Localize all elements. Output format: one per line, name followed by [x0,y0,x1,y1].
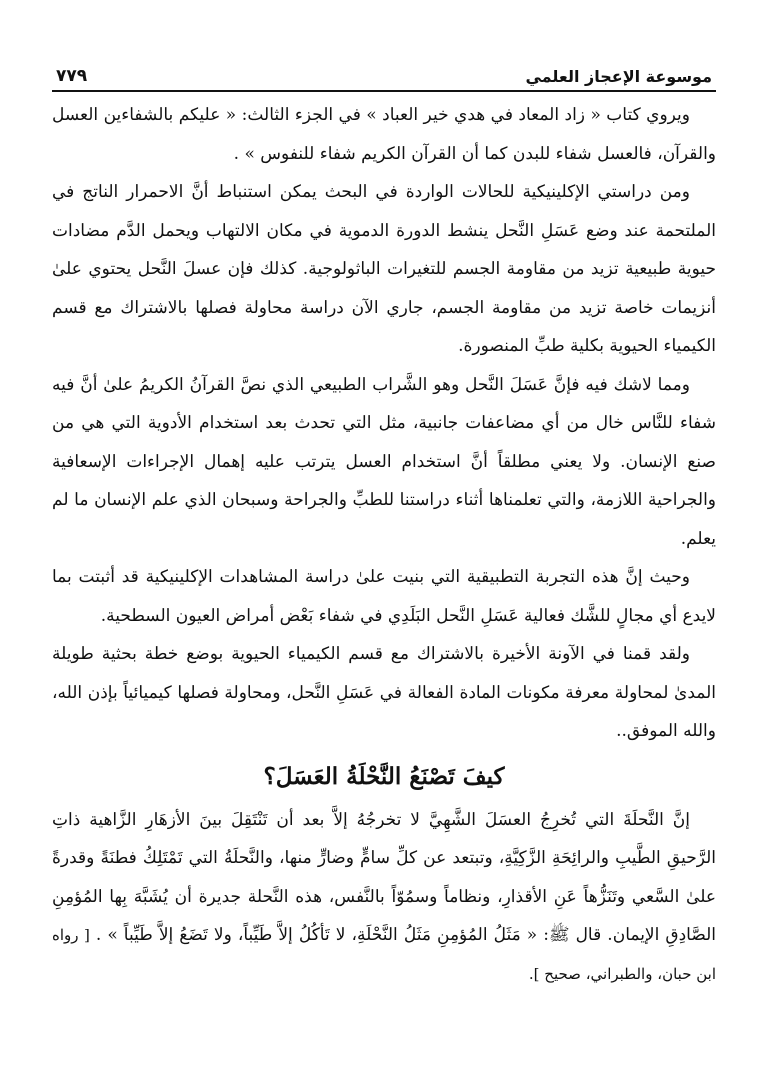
hadith-citation: [ رواه ابن حبان، والطبراني، صحيح ]. [52,926,716,983]
page-header [52,50,716,92]
page-body [52,96,716,993]
book-page [52,50,716,1072]
page-number: ٧٧٩ [56,66,88,86]
paragraph-clinical-study: ومن دراستي الإكلينيكية للحالات الواردة في البحث يمكن استنباط أنَّ الاحمرار الناتج في الملتحمة عند وضع عَسَلِ النَّحل ينشط الدورة الدموية في مكان الالتهاب ويحمل الدَّم مضادات حيوية طبيعية تزيد من مقاومة الجسم للتغيرات الباثولوجية. كذلك فإن عسلَ النَّحل يحتوي علىٰ أنزيمات خاصة تزيد من مقاومة الجسم، جاري الآن دراسة محاولة فصلها بالاشتراك مع قسم الكيمياء الحيوية بكلية طبِّ المنصورة. [52,182,716,356]
section-heading: كيفَ تَصْنَعُ النَّحْلَةُ العَسَلَ؟ [263,762,505,790]
paragraph-future-research: ولقد قمنا في الآونة الأخيرة بالاشتراك مع قسم الكيمياء الحيوية بوضع خطة بحثية طويلة المدىٰ لمحاولة معرفة مكونات المادة الفعالة في عَسَلِ النَّحل، ومحاولة فصلها كيميائياً بإذن الله، والله الموفق.. [52,644,716,741]
hadith-text: إنَّ النَّحلَةَ التي تُخرِجُ العسَلَ الشَّهِيَّ لا تخرجُهُ إلاَّ بعد أن تَنْتَقِلَ بينَ الأزهَارِ الزَّاهية ذاتِ الرَّحيقِ الطَّيبِ والرائِحَةِ الزَّكِيَّةِ، وتبتعد عن كلِّ سامٍّ وضارٍّ منها، والنَّحلَةُ التي تَمْتَلِكُ فطنَةً وقدرةً علىٰ السَّعي وتَنَزُّهاً عَنِ الأقذارِ، ونظاماً وسمُوّاً بالنَّفس، هذه النَّحلة جديرة أن يُشَبَّهَ بِها المُؤمِنِ الصَّادِقِ الإيمان. قال ﷺ: « مَثَلُ المُؤمِنِ مَثَلُ النَّحْلَةِ، لا تَأكُلُ إلاَّ طَيِّباً، ولا تَضَعُ إلاَّ طَيِّباً » . [52,809,716,945]
paragraph-zad-al-maad: ويروي كتاب « زاد المعاد في هدي خير العباد » في الجزء الثالث: « عليكم بالشفاءين العسل والقرآن، فالعسل شفاء للبدن كما أن القرآن الكريم شفاء للنفوس » . [52,105,716,164]
paragraph-applied-experiment: وحيث إنَّ هذه التجربة التطبيقية التي بنيت علىٰ دراسة المشاهدات الإكلينيكية قد أثبتت بما لايدع أي مجالٍ للشَّك فعالية عَسَلِ النَّحل البَلَدِي في شفاء بَعْض أمراض العيون السطحية. [52,567,716,626]
running-title: موسوعة الإعجاز العلمي [525,67,712,86]
paragraph-how-bees-make-honey [52,801,716,994]
paragraph-no-side-effects: ومما لاشك فيه فإنَّ عَسَلَ النَّحل وهو الشَّراب الطبيعي الذي نصَّ القرآنُ الكريمُ علىٰ أنَّ فيه شفاء للنَّاس خال من أي مضاعفات جانبية، مثل التي تحدث بعد استخدام الأدوية التي هي من صنع الإنسان. ولا يعني مطلقاً أنَّ استخدام العسل يترتب عليه إهمال الإجراءات الإسعافية والجراحية اللازمة، والتي تعلمناها أثناء دراستنا للطبِّ والجراحة وسبحان الذي علم الإنسان ما لم يعلم. [52,374,717,549]
